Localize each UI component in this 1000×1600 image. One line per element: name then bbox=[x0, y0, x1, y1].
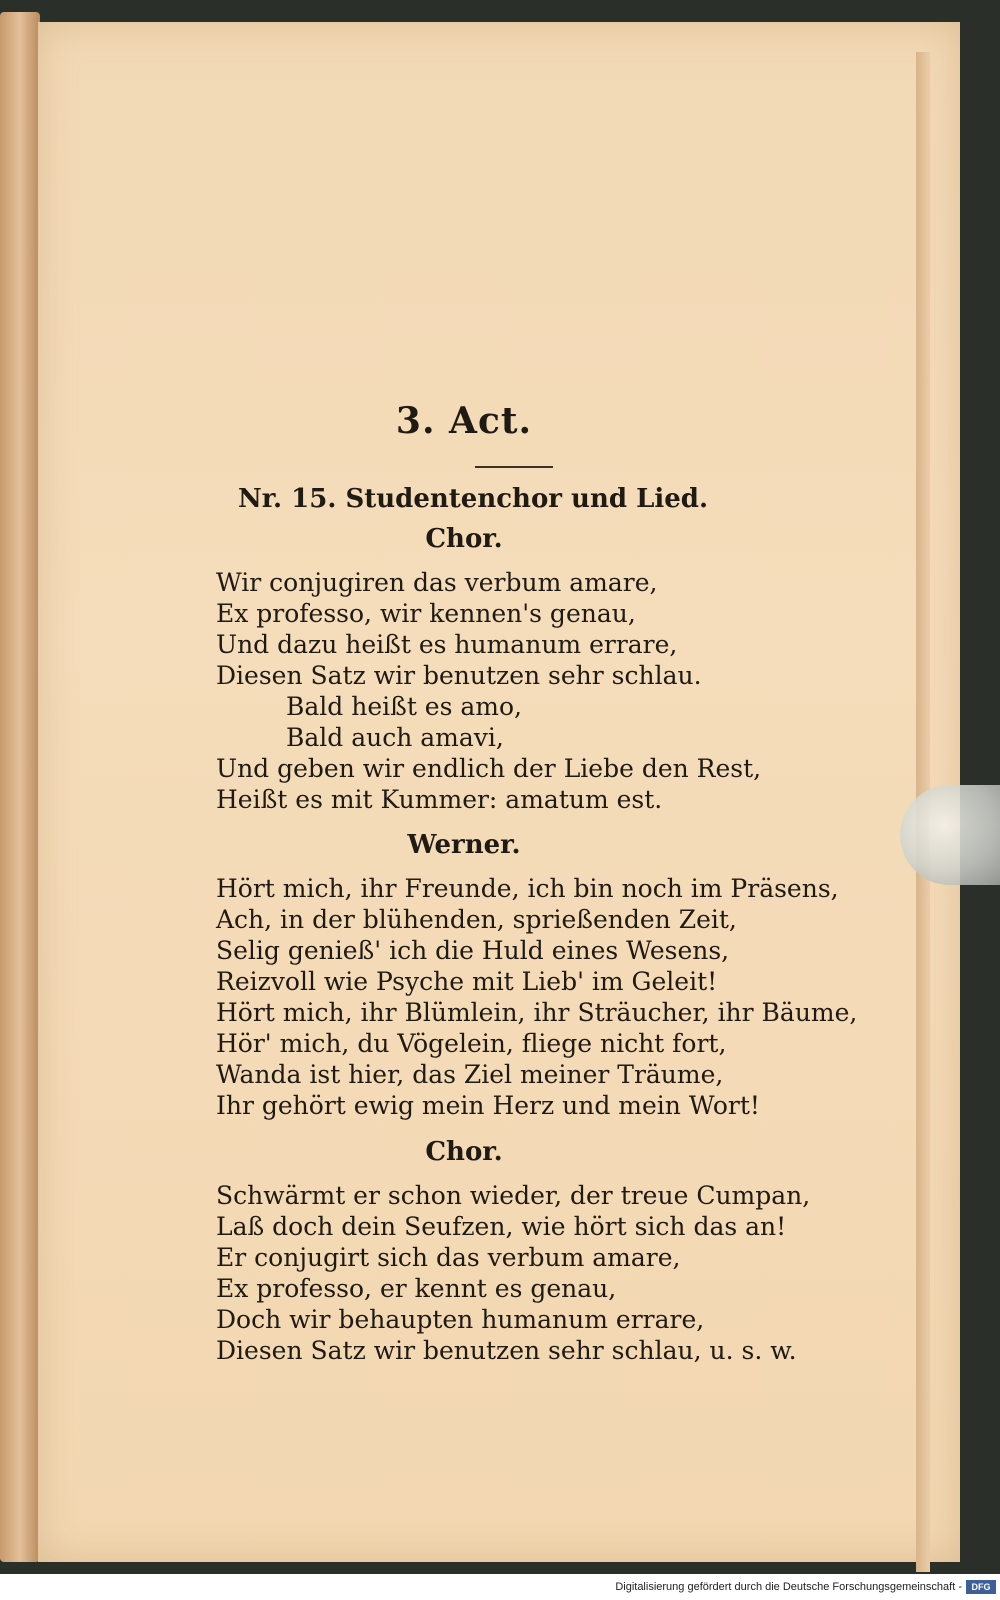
verse-line: Wanda ist hier, das Ziel meiner Träume, bbox=[216, 1060, 724, 1089]
verse-line: Schwärmt er schon wieder, der treue Cumpan, bbox=[216, 1181, 811, 1210]
verse-line: Bald heißt es amo, bbox=[286, 692, 522, 721]
verse-line: Hör' mich, du Vögelein, fliege nicht fort, bbox=[216, 1029, 727, 1058]
verse-line: Diesen Satz wir benutzen sehr schlau. bbox=[216, 661, 702, 690]
verse-line: Doch wir behaupten humanum errare, bbox=[216, 1305, 705, 1334]
page-clip bbox=[900, 785, 1000, 885]
verse-line: Ihr gehört ewig mein Herz und mein Wort! bbox=[216, 1091, 760, 1120]
verse-block bbox=[216, 1180, 810, 1366]
verse-line: Hört mich, ihr Blümlein, ihr Sträucher, ihr Bäume, bbox=[216, 998, 858, 1027]
verse-line: Und dazu heißt es humanum errare, bbox=[216, 630, 678, 659]
act-title: 3. Act. bbox=[395, 400, 533, 442]
speaker-heading: Werner. bbox=[407, 830, 521, 860]
footer-credit: Digitalisierung gefördert durch die Deutsche Forschungsgemeinschaft - bbox=[615, 1581, 962, 1593]
verse-line: Ex professo, wir kennen's genau, bbox=[216, 599, 636, 628]
verse-line: Ex professo, er kennt es genau, bbox=[216, 1274, 617, 1303]
page-content bbox=[38, 22, 960, 1562]
verse-line: Laß doch dein Seufzen, wie hört sich das an! bbox=[216, 1212, 787, 1241]
verse-line: Diesen Satz wir benutzen sehr schlau, u. s. w. bbox=[216, 1336, 797, 1365]
verse-block bbox=[216, 567, 761, 815]
dfg-logo-icon: DFG bbox=[966, 1580, 996, 1594]
book-spine bbox=[0, 12, 40, 1562]
footer-bar bbox=[0, 1574, 1000, 1600]
number-title: Nr. 15. Studentenchor und Lied. bbox=[237, 484, 709, 514]
verse-block bbox=[216, 873, 857, 1121]
book-page bbox=[38, 22, 960, 1562]
verse-line: Hört mich, ihr Freunde, ich bin noch im Präsens, bbox=[216, 874, 839, 903]
speaker-heading: Chor. bbox=[425, 524, 503, 554]
speaker-heading: Chor. bbox=[425, 1137, 503, 1167]
verse-line: Selig genieß' ich die Huld eines Wesens, bbox=[216, 936, 730, 965]
title-divider bbox=[475, 466, 553, 468]
verse-line: Und geben wir endlich der Liebe den Rest, bbox=[216, 754, 762, 783]
verse-line: Bald auch amavi, bbox=[286, 723, 504, 752]
verse-line: Er conjugirt sich das verbum amare, bbox=[216, 1243, 681, 1272]
verse-line: Wir conjugiren das verbum amare, bbox=[216, 568, 658, 597]
verse-line: Ach, in der blühenden, sprießenden Zeit, bbox=[216, 905, 737, 934]
verse-line: Heißt es mit Kummer: amatum est. bbox=[216, 785, 663, 814]
verse-line: Reizvoll wie Psyche mit Lieb' im Geleit! bbox=[216, 967, 718, 996]
